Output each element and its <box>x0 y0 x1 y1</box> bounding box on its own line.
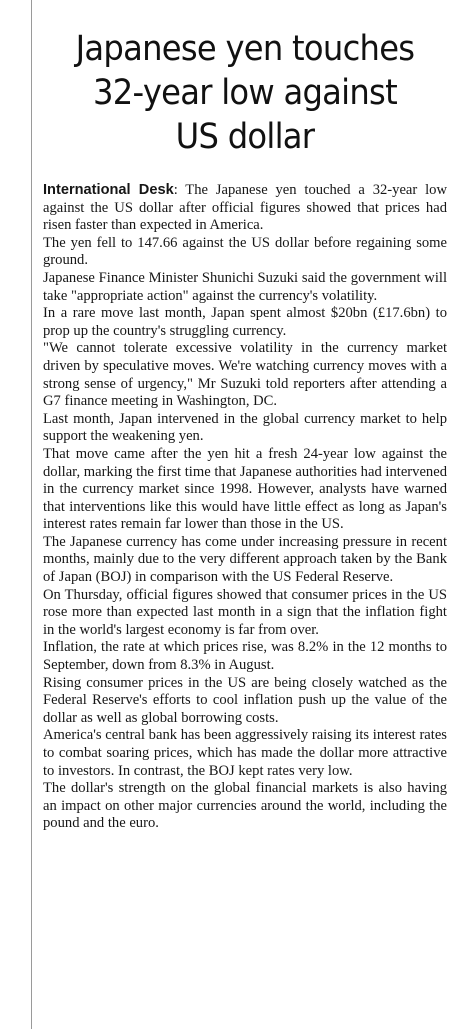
paragraph-4: In a rare move last month, Japan spent almost $20bn (£17.6bn) to prop up the country's struggling currency. <box>43 305 447 339</box>
article-body <box>43 182 447 833</box>
column-divider <box>31 0 32 1029</box>
paragraph-1-text: : The Japanese yen touched a 32-year low against the US dollar after official figures showed that prices had risen faster than expected in America. <box>43 182 447 234</box>
paragraph-9: On Thursday, official figures showed that consumer prices in the US rose more than expected last month in a sign that the inflation fight in the world's largest economy is far from over. <box>43 586 447 638</box>
paragraph-2: The yen fell to 147.66 against the US dollar before regaining some ground. <box>43 234 447 269</box>
paragraph-8: The Japanese currency has come under increasing pressure in recent months, mainly due to the very different approach taken by the Bank of Japan (BOJ) in comparison with the US Federal Reserve. <box>43 533 447 586</box>
byline: International Desk <box>43 182 174 198</box>
paragraph-6: Last month, Japan intervened in the global currency market to help support the weakening yen. <box>43 410 447 445</box>
paragraph-5: "We cannot tolerate excessive volatility in the currency market driven by speculative moves. We're watching currency moves with a strong sense of urgency," Mr Suzuki told reporters after attending a G7 finance meeting in Washington, DC. <box>43 340 447 410</box>
paragraph-10: Inflation, the rate at which prices rise, was 8.2% in the 12 months to September, down from 8.3% in August. <box>43 639 447 674</box>
news-article <box>43 0 447 1029</box>
paragraph-3: Japanese Finance Minister Shunichi Suzuki said the government will take "appropriate action" against the currency's volatility. <box>43 269 447 304</box>
paragraph-1 <box>43 182 447 235</box>
paragraph-12: America's central bank has been aggressively raising its interest rates to combat soaring prices, which has made the dollar more attractive to investors. In contrast, the BOJ kept rates very low. <box>43 727 447 779</box>
headline-line-2: 32-year low against <box>92 73 398 113</box>
paragraph-7: That move came after the yen hit a fresh 24-year low against the dollar, marking the first time that Japanese authorities had intervened in the currency market since 1998. However, analysts have warned that interventions like this would have little effect as long as Japan's interest rates remain far lower than those in the US. <box>43 445 447 533</box>
headline <box>59 0 431 159</box>
headline-line-1: Japanese yen touches <box>75 29 415 69</box>
headline-line-3: US dollar <box>175 117 315 157</box>
paragraph-13: The dollar's strength on the global financial markets is also having an impact on other major currencies around the world, including the pound and the euro. <box>43 780 447 832</box>
paragraph-11: Rising consumer prices in the US are being closely watched as the Federal Reserve's efforts to cool inflation push up the value of the dollar as well as global borrowing costs. <box>43 674 447 726</box>
